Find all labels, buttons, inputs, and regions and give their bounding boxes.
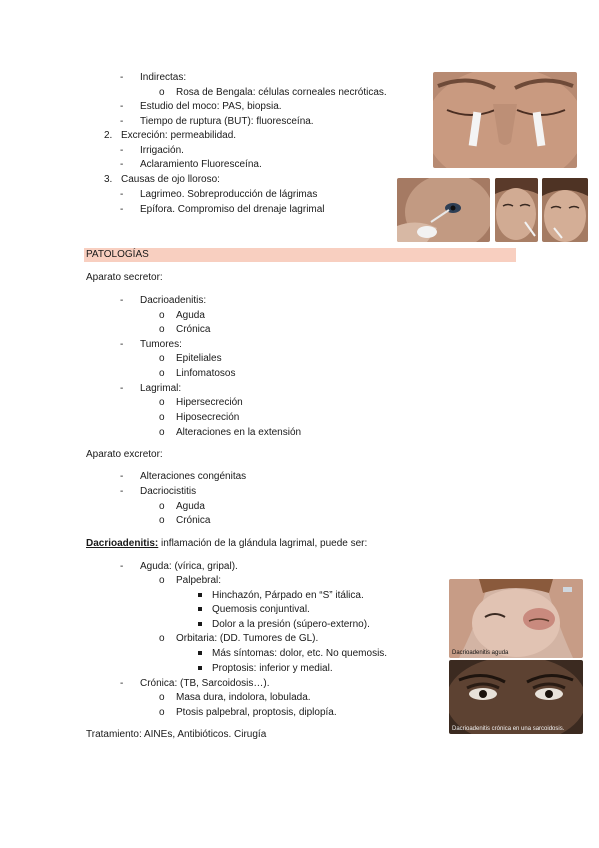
list-item: Ptosis palpebral, proptosis, diplopía. [176, 707, 337, 718]
list-circle: o [159, 501, 165, 512]
list-item: Dacriocistitis [140, 486, 197, 497]
list-item: Alteraciones en la extensión [176, 427, 302, 438]
list-item: Excreción: permeabilidad. [121, 130, 237, 141]
square-bullet [198, 593, 202, 597]
list-dash: - [120, 189, 124, 200]
epiphora-photo [495, 178, 538, 242]
list-item: Tiempo de ruptura (BUT): fluoresceína. [140, 116, 314, 127]
definition-line [86, 537, 367, 550]
list-circle: o [159, 324, 165, 335]
definition-text: inflamación de la glándula lagrimal, puede ser: [158, 538, 368, 549]
list-item: Palpebral: [176, 575, 222, 586]
list-item: Lagrimeo. Sobreproducción de lágrimas [140, 189, 318, 200]
list-item: Quemosis conjuntival. [212, 604, 310, 615]
list-dash: - [120, 145, 124, 156]
dacrioadenitis-cronica-photo [449, 660, 583, 734]
list-number: 2. [104, 130, 113, 141]
list-dash: - [120, 339, 124, 350]
list-item: Linfomatosos [176, 368, 236, 379]
list-item: Rosa de Bengala: células corneales necróticas. [176, 87, 387, 98]
list-item: Epiteliales [176, 353, 222, 364]
square-bullet [198, 622, 202, 626]
photo-caption: Dacrioadenitis aguda [452, 650, 509, 656]
definition-term: Dacrioadenitis: [86, 538, 159, 549]
list-item: Crónica: (TB, Sarcoidosis…). [140, 678, 270, 689]
section-heading: Aparato secretor: [86, 272, 163, 283]
list-circle: o [159, 575, 165, 586]
list-item: Dolor a la presión (súpero-externo). [212, 619, 370, 630]
list-dash: - [120, 295, 124, 306]
list-item: Causas de ojo lloroso: [121, 174, 220, 185]
list-circle: o [159, 412, 165, 423]
list-circle: o [159, 87, 165, 98]
list-circle: o [159, 368, 165, 379]
square-bullet [198, 651, 202, 655]
list-item: Orbitaria: (DD. Tumores de GL). [176, 633, 319, 644]
list-item: Aclaramiento Fluoresceína. [140, 159, 262, 170]
list-circle: o [159, 633, 165, 644]
list-item: Tumores: [140, 339, 182, 350]
list-dash: - [120, 116, 124, 127]
list-item: Crónica [176, 515, 211, 526]
list-circle: o [159, 397, 165, 408]
list-dash: - [120, 486, 124, 497]
list-circle: o [159, 515, 165, 526]
list-item: Hinchazón, Párpado en “S” itálica. [212, 590, 364, 601]
list-item: Lagrimal: [140, 383, 182, 394]
section-banner [84, 248, 516, 262]
eye-exam-photo [397, 178, 490, 242]
list-circle: o [159, 692, 165, 703]
lagrimeo-photo [542, 178, 588, 242]
list-circle: o [159, 427, 165, 438]
list-item: Epífora. Compromiso del drenaje lagrimal [140, 204, 325, 215]
list-dash: - [120, 72, 124, 83]
list-dash: - [120, 678, 124, 689]
photo-caption: Dacrioadenitis crónica en una sarcoidosis. [452, 726, 565, 732]
list-item: Masa dura, indolora, lobulada. [176, 692, 311, 703]
section-title: PATOLOGÍAS [86, 249, 149, 260]
schirmer-test-photo [433, 72, 577, 168]
list-dash: - [120, 561, 124, 572]
list-dash: - [120, 101, 124, 112]
list-item: Aguda: (vírica, gripal). [140, 561, 238, 572]
list-item: Aguda [176, 501, 205, 512]
list-item: Irrigación. [140, 145, 184, 156]
list-item: Dacrioadenitis: [140, 295, 207, 306]
section-heading: Aparato excretor: [86, 449, 163, 460]
dacrioadenitis-aguda-photo [449, 579, 583, 658]
list-item: Aguda [176, 310, 205, 321]
list-item: Crónica [176, 324, 211, 335]
square-bullet [198, 666, 202, 670]
list-item: Hipersecreción [176, 397, 243, 408]
list-number: 3. [104, 174, 113, 185]
list-item: Indirectas: [140, 72, 187, 83]
list-dash: - [120, 383, 124, 394]
list-item: Alteraciones congénitas [140, 471, 247, 482]
list-dash: - [120, 159, 124, 170]
list-circle: o [159, 310, 165, 321]
list-circle: o [159, 353, 165, 364]
list-circle: o [159, 707, 165, 718]
list-dash: - [120, 471, 124, 482]
treatment-line: Tratamiento: AINEs, Antibióticos. Cirugía [86, 729, 267, 740]
list-item: Estudio del moco: PAS, biopsia. [140, 101, 282, 112]
list-item: Más síntomas: dolor, etc. No quemosis. [212, 648, 388, 659]
square-bullet [198, 607, 202, 611]
list-dash: - [120, 204, 124, 215]
list-item: Hiposecreción [176, 412, 240, 423]
list-item: Proptosis: inferior y medial. [212, 663, 333, 674]
